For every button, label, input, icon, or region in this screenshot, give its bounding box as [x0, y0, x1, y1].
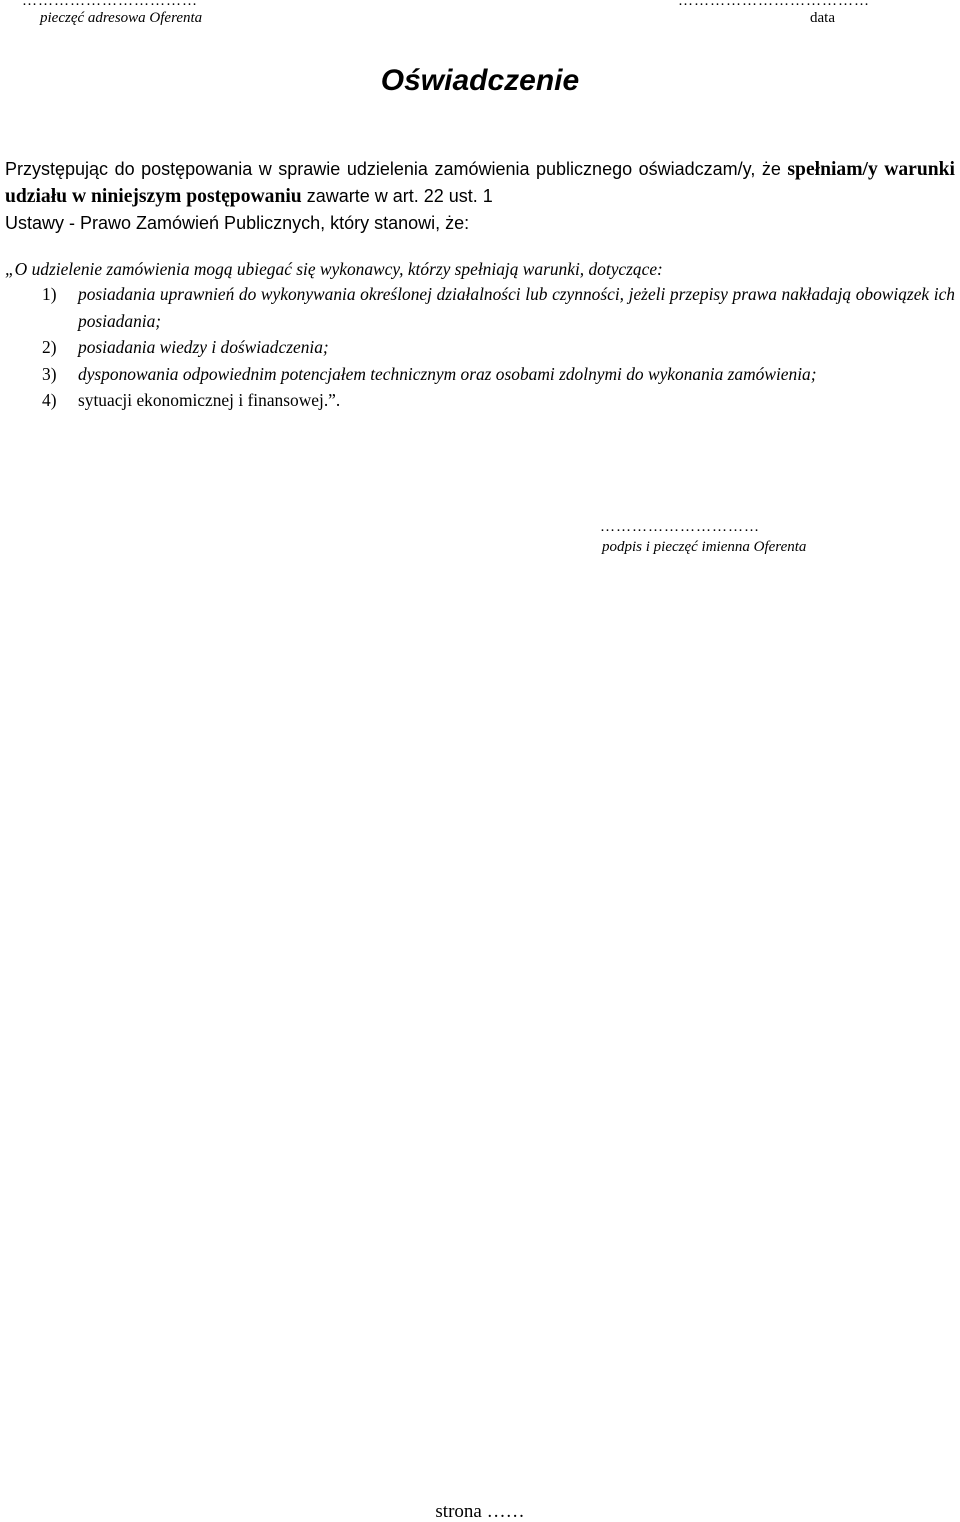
- list-item: [5, 387, 955, 414]
- date-dots: ………………………………: [678, 0, 870, 9]
- list-item: [5, 334, 955, 361]
- intro-bold-text: spełniam/y warunki udziału w niniejszym postępowaniu: [5, 159, 955, 207]
- list-item-text: dysponowania odpowiednim potencjałem technicznym oraz osobami zdolnymi do wykonania zamówienia;: [78, 363, 817, 384]
- intro-text-2: zawarte w art. 22 ust. 1: [301, 186, 493, 206]
- list-item-text: sytuacji ekonomicznej i finansowej.”.: [78, 390, 341, 410]
- list-item-number: 2): [42, 337, 57, 357]
- list-item: [5, 281, 955, 334]
- intro-text-1: Przystępując do postępowania w sprawie udzielenia zamówienia publicznego oświadczam/y, że: [5, 159, 788, 179]
- list-item-text: posiadania uprawnień do wykonywania określonej działalności lub czynności, jeżeli przepisy prawa nakładają obowiązek ich posiadania;: [78, 284, 955, 331]
- list-item-number: 1): [42, 284, 57, 304]
- list-item-number: 3): [42, 363, 57, 384]
- address-stamp-dots: ……………………………: [22, 0, 198, 9]
- list-item: [5, 361, 955, 388]
- list-item-text: posiadania wiedzy i doświadczenia;: [78, 337, 329, 357]
- signature-caption: podpis i pieczęć imienna Oferenta: [602, 539, 807, 555]
- address-stamp-caption: pieczęć adresowa Oferenta: [40, 10, 203, 26]
- intro-text-3: Ustawy - Prawo Zamówień Publicznych, który stanowi, że:: [5, 213, 470, 233]
- document-title: Oświadczenie: [380, 64, 580, 97]
- conditions-list: [5, 281, 955, 414]
- list-item-number: 4): [42, 390, 57, 410]
- statute-quote-lead: „O udzielenie zamówienia mogą ubiegać się wykonawcy, którzy spełniają warunki, dotyczące:: [5, 259, 663, 279]
- declaration-paragraph: [5, 156, 955, 237]
- date-caption: data: [810, 10, 835, 26]
- signature-dots: …………………………: [600, 519, 760, 535]
- page-number-label: strona ……: [435, 1501, 525, 1522]
